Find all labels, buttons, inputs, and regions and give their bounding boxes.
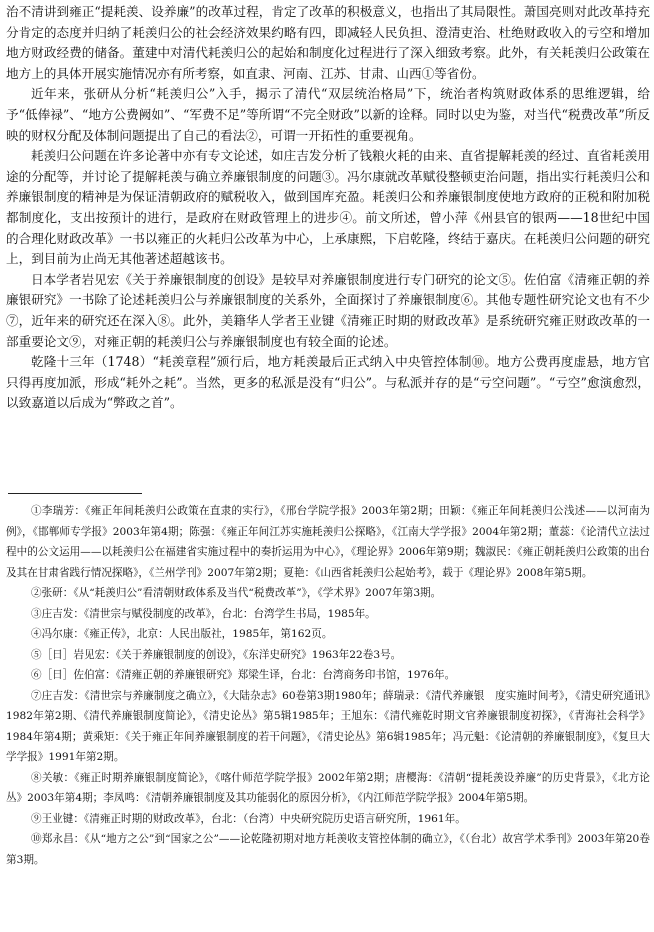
paragraph: 近年来，张研从分析“耗羡归公”入手，揭示了清代“双层统治格局”下，统治者构筑财政体系的思维逻辑，给予“低俸禄”、“地方公费阙如”、“军费不足”等所谓“不完全财政”以新的诠释。同时以史为鉴，对当代“税费改革”所反映的财权分配及体制问题提出了自己的看法②，可谓一开拓性的重要视角。 xyxy=(6,86,650,143)
paragraph: 乾隆十三年（1748）“耗羡章程”颁行后，地方耗羡最后正式纳入中央管控体制⑩。地方公费再度虚悬，地方官只得再度加派，形成“耗外之耗”。当然，更多的私派是没有“归公”。与私派并存的是“亏空问题”。“亏空”愈演愈烈，以致嘉道以后成为“弊政之首”。 xyxy=(6,354,650,411)
footnote: ⑨王业键：《清雍正时期的财政改革》，台北：（台湾）中央研究院历史语言研究所，1961年。 xyxy=(31,812,466,825)
main-text xyxy=(6,2,650,414)
paragraph: 耗羡归公问题在许多论著中亦有专文论述，如庄吉发分析了钱粮火耗的由来、直省提解耗羡的经过、直省耗羡用途的分配等，并讨论了提解耗羡与确立养廉银制度的问题③。冯尔康就改革赋役整顿吏治问题，指出实行耗羡归公和养廉银制度的精神是为保证清朝政府的赋税收入，做到国库充盈。耗羡归公和养廉银制度使地方政府的正税和附加税都制度化，支出按预计的进行，是政府在财政管理上的进步④。前文所述，曾小萍《州县官的银两——18世纪中国的合理化财政改革》一书以雍正的火耗归公改革为中心，上承康熙，下启乾隆，终结于嘉庆。在耗羡归公问题的研究上，到目前为止尚无其他著述超越该书。 xyxy=(6,148,650,267)
footnote: ⑤［日］岩见宏：《关于养廉银制度的创设》，《东洋史研究》1963年22卷3号。 xyxy=(31,648,402,661)
footnote: ③庄吉发：《清世宗与赋役制度的改革》，台北：台湾学生书局，1985年。 xyxy=(31,607,376,620)
footnotes xyxy=(6,501,650,870)
footnote: ④冯尔康：《雍正传》，北京：人民出版社，1985年，第162页。 xyxy=(31,628,333,640)
footnote: ⑧关敏：《雍正时期养廉银制度简论》，《喀什师范学院学报》2002年第2期；唐樱海：《清朝“提耗羡设养廉”的历史背景》，《北方论丛》2003年第4期；李凤鸣：《清朝养廉银制度及其功能弱化的原因分析》，《内江师范学院学报》2004年第5期。 xyxy=(6,771,650,804)
paragraph: 日本学者岩见宏《关于养廉银制度的创设》是较早对养廉银制度进行专门研究的论文⑤。佐伯富《清雍正朝的养廉银研究》一书除了论述耗羡归公与养廉银制度的关系外，全面探讨了养廉银制度⑥。其他专题性研究论文也有不少⑦，近年来的研究还在深入⑧。此外，美籍华人学者王业键《清雍正时期的财政改革》是系统研究雍正财政改革的一部重要论文⑨，对雍正朝的耗羡归公与养廉银制度也有较全面的论述。 xyxy=(6,271,650,349)
paragraph-continued: 治不清讲到雍正“提耗羡、设养廉”的改革过程，肯定了改革的积极意义，也指出了其局限性。萧国亮则对此改革持充分肯定的态度并归纳了耗羡归公的社会经济效果约略有四，即减轻人民负担、澄清吏治、杜绝财政收入的亏空和增加地方财政经费的储备。董建中对清代耗羡归公的起始和制度化过程进行了深入细致考察。此外，有关耗羡归公政策在地方上的具体开展实施情况亦有所考察，如直隶、河南、江苏、甘肃、山西①等省份。 xyxy=(6,4,650,81)
footnote: ⑦庄吉发：《清世宗与养廉制度之确立》，《大陆杂志》60卷第3期1980年；薛瑞录：《清代养廉银 度实施时间考》，《清史研究通讯》1982年第2期、《清代养廉银制度简论》，《清史论丛》第5辑1985年；王旭东：《清代雍乾时期文官养廉银制度初探》，《青海社会科学》1984年第4期；黄乘矩：《关于雍正年间养廉银制度的若干问题》，《清史论丛》第6辑1985年；冯元魁：《论清朝的养廉银制度》，《复旦大学学报》1991年第2期。 xyxy=(6,689,650,763)
footnote: ②张研：《从“耗羡归公”看清朝财政体系及当代“税费改革”》，《学术界》2007年第3期。 xyxy=(31,587,442,599)
footnote-divider xyxy=(8,493,142,494)
footnote: ①李瑞芳：《雍正年间耗羡归公政策在直隶的实行》，《邢台学院学报》2003年第2期；田颖：《雍正年间耗羡归公浅述——以河南为例》，《邯郸师专学报》2003年第4期；陈强：《雍正年间江苏实施耗羡归公探略》，《江南大学学报》2004年第2期；董蕊：《论清代立法过程中的公文运用——以耗羡归公在福建省实施过程中的奏折运用为中心》，《理论界》2006年第9期；魏淑民：《雍正朝耗羡归公政策的出台及其在甘肃省践行情况探略》，《兰州学刊》2007年第2期；夏艳：《山西省耗羡归公起始考》，载于《理论界》2008年第5期。 xyxy=(6,505,650,579)
footnote: ⑩郑永昌：《从“地方之公”到“国家之公”——论乾隆初期对地方耗羡收支管控体制的确立》，《（台北）故宫学术季刊》2003年第20卷第3期。 xyxy=(6,833,650,866)
footnote: ⑥［日］佐伯富：《清雍正朝的养廉银研究》郑梁生译，台北：台湾商务印书馆，1976年。 xyxy=(31,669,456,681)
